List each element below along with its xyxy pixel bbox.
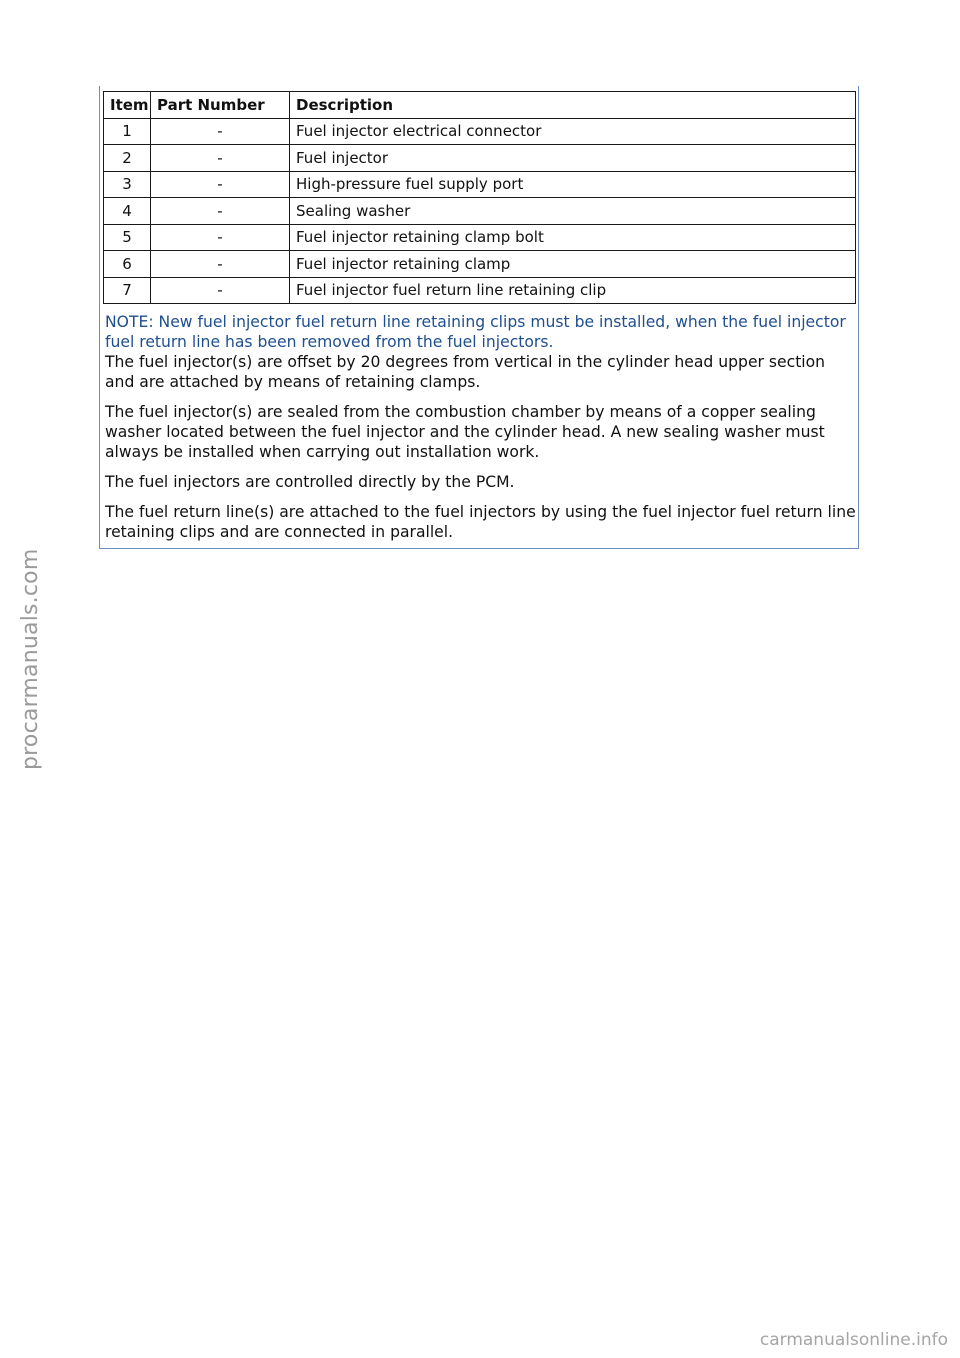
body-text [105, 312, 857, 552]
row-part-number: - [151, 171, 290, 198]
row-part-number: - [151, 145, 290, 172]
table-row [104, 198, 856, 225]
row-part-number: - [151, 118, 290, 145]
side-watermark: procarmanuals.com [18, 548, 43, 770]
row-part-number: - [151, 224, 290, 251]
row-description: Sealing washer [290, 198, 856, 225]
note-text: NOTE: New fuel injector fuel return line retaining clips must be installed, when the fuel injector fuel return line has been removed from the fuel injectors. [105, 313, 846, 351]
row-description: Fuel injector electrical connector [290, 118, 856, 145]
header-item: Item [104, 92, 151, 119]
row-part-number: - [151, 251, 290, 278]
paragraph-control: The fuel injectors are controlled directly by the PCM. [105, 473, 515, 491]
header-part-number: Part Number [151, 92, 290, 119]
parts-table [103, 91, 856, 304]
row-description: High-pressure fuel supply port [290, 171, 856, 198]
row-description: Fuel injector retaining clamp [290, 251, 856, 278]
paragraph-offset: The fuel injector(s) are offset by 20 degrees from vertical in the cylinder head upper section and are attached by means of retaining clamps. [105, 353, 826, 391]
paragraph-sealing: The fuel injector(s) are sealed from the combustion chamber by means of a copper sealing washer located between the fuel injector and the cylinder head. A new sealing washer must always be installed when carrying out installation work. [105, 403, 825, 461]
table-row [104, 145, 856, 172]
header-description: Description [290, 92, 856, 119]
table-row [104, 251, 856, 278]
paragraph-return-line: The fuel return line(s) are attached to the fuel injectors by using the fuel injector fuel return line retaining clips and are connected in parallel. [105, 503, 856, 541]
row-item: 1 [104, 118, 151, 145]
table-header-row [104, 92, 856, 119]
table-row [104, 171, 856, 198]
row-item: 2 [104, 145, 151, 172]
row-item: 3 [104, 171, 151, 198]
row-item: 5 [104, 224, 151, 251]
row-item: 4 [104, 198, 151, 225]
row-item: 7 [104, 277, 151, 304]
row-description: Fuel injector fuel return line retaining clip [290, 277, 856, 304]
row-description: Fuel injector [290, 145, 856, 172]
table-row [104, 277, 856, 304]
table-row [104, 224, 856, 251]
bottom-watermark: carmanualsonline.info [759, 1330, 948, 1350]
row-part-number: - [151, 198, 290, 225]
row-item: 6 [104, 251, 151, 278]
table-row [104, 118, 856, 145]
row-part-number: - [151, 277, 290, 304]
row-description: Fuel injector retaining clamp bolt [290, 224, 856, 251]
